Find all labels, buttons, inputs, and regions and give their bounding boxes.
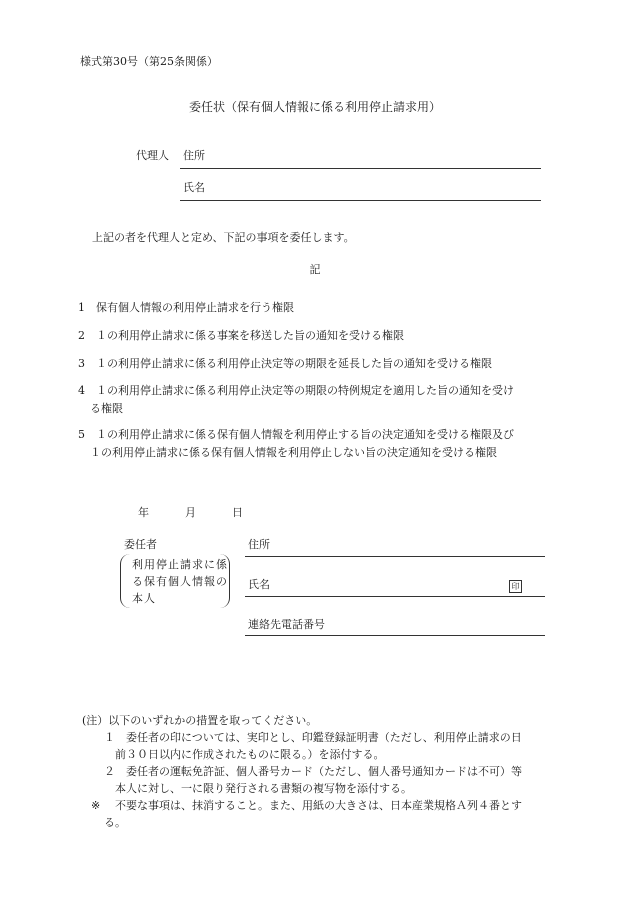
item-text: 保有個人情報の利用停止請求を行う権限 bbox=[96, 301, 294, 314]
item-text: １の利用停止請求に係る保有個人情報を利用停止する旨の決定通知を受ける権限及び bbox=[96, 428, 514, 441]
item-text: １の利用停止請求に係る事案を移送した旨の通知を受ける権限 bbox=[96, 329, 404, 342]
seal-icon: 印 bbox=[509, 580, 522, 593]
principal-name-label: 氏名 bbox=[248, 578, 270, 591]
date-day-label: 日 bbox=[232, 506, 243, 519]
notes-heading: (注）以下のいずれかの措置を取ってください。 bbox=[82, 714, 318, 727]
item-number: 3 bbox=[78, 357, 85, 370]
principal-name-line[interactable] bbox=[245, 596, 545, 597]
date-month-label: 月 bbox=[185, 506, 196, 519]
asterisk-mark: ※ bbox=[91, 799, 101, 812]
principal-label: 委任者 bbox=[124, 538, 157, 551]
note-1-number: １ bbox=[104, 731, 115, 744]
agent-label: 代理人 bbox=[136, 149, 169, 162]
note-2-text-continued: 本人に対し、一に限り発行される書類の複写物を添付する。 bbox=[115, 782, 412, 795]
agent-address-line[interactable] bbox=[180, 168, 541, 169]
list-item bbox=[78, 382, 560, 418]
list-item bbox=[78, 355, 560, 373]
item-number: 4 bbox=[78, 384, 85, 397]
list-item bbox=[78, 426, 560, 462]
principal-address-line[interactable] bbox=[245, 556, 545, 557]
item-number: 1 bbox=[78, 301, 85, 314]
note-2-text: 委任者の運転免許証、個人番号カード（ただし、個人番号通知カードは不可）等 bbox=[126, 765, 522, 778]
agent-name-line[interactable] bbox=[180, 200, 541, 201]
principal-phone-label: 連絡先電話番号 bbox=[248, 618, 325, 631]
note-2-number: ２ bbox=[104, 765, 115, 778]
form-number: 様式第30号（第25条関係） bbox=[80, 55, 218, 68]
intro-text: 上記の者を代理人と定め、下記の事項を委任します。 bbox=[92, 231, 355, 244]
list-item bbox=[78, 327, 560, 345]
item-text: １の利用停止請求に係る利用停止決定等の期限の特例規定を適用した旨の通知を受け bbox=[96, 384, 514, 397]
agent-name-label: 氏名 bbox=[183, 181, 205, 194]
item-text-continued: １の利用停止請求に係る保有個人情報を利用停止しない旨の決定通知を受ける権限 bbox=[90, 446, 497, 459]
agent-address-label: 住所 bbox=[183, 149, 205, 162]
ki-heading: 記 bbox=[309, 263, 321, 276]
item-number: 2 bbox=[78, 329, 85, 342]
asterisk-note-text: 不要な事項は、抹消すること。また、用紙の大きさは、日本産業規格Ａ列４番とす bbox=[115, 799, 522, 812]
asterisk-note-text-continued: る。 bbox=[104, 816, 126, 829]
note-1-text-continued: 前３０日以内に作成されたものに限る。）を添付する。 bbox=[115, 748, 385, 761]
list-item bbox=[78, 299, 560, 317]
principal-bracket-text: 利用停止請求に係る保有個人情報の本人 bbox=[132, 558, 228, 605]
note-1-text: 委任者の印については、実印とし、印鑑登録証明書（ただし、利用停止請求の日 bbox=[126, 731, 522, 744]
item-number: 5 bbox=[78, 428, 85, 441]
principal-phone-line[interactable] bbox=[245, 635, 545, 636]
date-year-label: 年 bbox=[138, 506, 149, 519]
page-title: 委任状（保有個人情報に係る利用停止請求用） bbox=[188, 100, 441, 114]
item-text: １の利用停止請求に係る利用停止決定等の期限を延長した旨の通知を受ける権限 bbox=[96, 357, 492, 370]
principal-address-label: 住所 bbox=[248, 538, 270, 551]
item-text-continued: る権限 bbox=[90, 402, 123, 415]
